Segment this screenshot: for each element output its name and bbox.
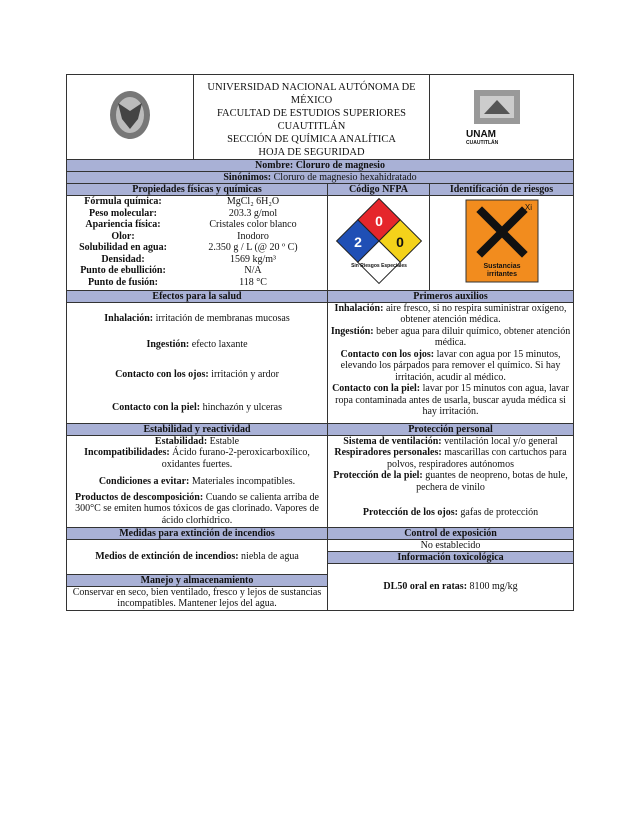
stability-decomp: Productos de descomposición: Cuando se calienta arriba de 300°C se emiten humos tóxicos de gas clorinado. Vapores de ácido clorhídrico. bbox=[75, 491, 319, 526]
handling-header: Manejo y almacenamiento bbox=[67, 574, 328, 586]
synonyms-row bbox=[67, 172, 574, 184]
prop-value: 203.3 g/mol bbox=[228, 207, 278, 219]
prop-label: Densidad: bbox=[101, 253, 145, 265]
stability-stable: Estabilidad: Estable bbox=[154, 435, 240, 447]
stability-cell bbox=[67, 435, 328, 527]
protection-eyes: Protección de los ojos: gafas de protección bbox=[362, 507, 539, 518]
handling-value: Conservar en seco, bien ventilado, fresco y lejos de sustancias incompatibles. Mantener lejos del agua. bbox=[67, 586, 328, 610]
prop-value: 118 °C bbox=[239, 276, 267, 288]
nfpa-special-value: Sin Riesgos Especiales bbox=[350, 263, 407, 269]
first-aid-ingestion: Ingestión: beber agua para diluir químico, obtener atención médica. bbox=[330, 325, 571, 348]
protection-cell bbox=[328, 435, 574, 527]
prop-value: 2.350 g / L (@ 20 º C) bbox=[208, 242, 298, 253]
synonyms-label: Sinónimos: bbox=[223, 172, 272, 183]
right-logo-sub: CUAUTITLÁN bbox=[466, 139, 499, 146]
health-cell bbox=[67, 302, 328, 423]
tox-header: Información toxicológica bbox=[328, 552, 574, 564]
health-skin: Contacto con la piel: hinchazón y ulceras bbox=[112, 401, 282, 413]
left-logo-cell bbox=[67, 75, 194, 160]
nfpa-header: Código NFPA bbox=[328, 184, 430, 196]
nfpa-health-value: 2 bbox=[353, 234, 362, 250]
extinction-value: niebla de agua bbox=[241, 550, 299, 562]
prop-value: MgCl₂ 6H₂O bbox=[226, 196, 280, 207]
hazard-caption-1: Sustancias bbox=[483, 263, 520, 270]
prop-label: Fórmula química: bbox=[84, 196, 162, 207]
unam-crest-icon bbox=[104, 89, 156, 141]
prop-label: Punto de ebullición: bbox=[80, 265, 166, 276]
name-label: Nombre: bbox=[255, 160, 294, 171]
header-titles bbox=[194, 75, 430, 160]
health-eyes: Contacto con los ojos: irritación y ardor bbox=[115, 368, 279, 380]
name-row bbox=[67, 160, 574, 172]
nfpa-fire-value: 0 bbox=[374, 213, 383, 229]
protection-vent: Sistema de ventilación: ventilación local y/o general bbox=[343, 435, 558, 447]
safety-table bbox=[66, 74, 574, 611]
prop-label: Apariencia física: bbox=[85, 219, 161, 230]
health-header: Efectos para la salud bbox=[67, 290, 328, 302]
tox-value: 8100 mg/kg bbox=[469, 581, 518, 592]
hazard-cell bbox=[430, 196, 574, 291]
header-line-3: SECCIÓN DE QUÍMICA ANALÍTICA bbox=[227, 134, 396, 145]
nfpa-reactivity-value: 0 bbox=[395, 234, 404, 250]
prop-label: Punto de fusión: bbox=[87, 276, 158, 288]
name-value: Cloruro de magnesio bbox=[295, 160, 385, 171]
first-aid-eyes: Contacto con los ojos: lavar con agua por 15 minutos, elevando los párpados para remover el químico. Si hay irritación, acudir al médico. bbox=[340, 348, 561, 383]
exposure-header: Control de exposición bbox=[328, 527, 574, 539]
prop-label: Solubilidad en agua: bbox=[79, 242, 167, 253]
exposure-value: No establecido bbox=[328, 539, 574, 552]
stability-conditions: Condiciones a evitar: Materiales incompatibles. bbox=[98, 476, 296, 487]
properties-cell bbox=[67, 196, 328, 291]
tox-label: DL50 oral en ratas: bbox=[383, 581, 468, 592]
header-line-2: FACULTAD DE ESTUDIOS SUPERIORES CUAUTITLÁN bbox=[216, 108, 407, 132]
risk-header: Identificación de riesgos bbox=[430, 184, 574, 196]
prop-label: Olor: bbox=[111, 230, 135, 242]
hazard-caption-2: irritantes bbox=[486, 271, 517, 278]
right-logo-text: UNAM bbox=[466, 128, 497, 140]
prop-value: Cristales color blanco bbox=[209, 219, 297, 230]
safety-sheet bbox=[66, 74, 573, 611]
protection-skin: Protección de la piel: guantes de neopreno, botas de hule, pechera de vinilo bbox=[333, 470, 568, 493]
protection-header: Protección personal bbox=[328, 423, 574, 435]
tox-cell bbox=[328, 564, 574, 611]
prop-value: 1569 kg/m³ bbox=[229, 253, 277, 265]
prop-value: N/A bbox=[244, 265, 262, 276]
first-aid-inhalation: Inhalación: aire fresco, si no respira suministrar oxígeno, obtener atención médica. bbox=[334, 302, 567, 325]
extinction-label: Medios de extinción de incendios: bbox=[95, 550, 239, 562]
nfpa-cell bbox=[328, 196, 430, 291]
prop-label: Peso molecular: bbox=[88, 207, 158, 219]
extinction-cell bbox=[67, 539, 328, 574]
stability-incompat: Incompatibilidades: Ácido furano-2-peroxicarboxílico, oxidantes fuertes. bbox=[84, 447, 310, 470]
health-inhalation: Inhalación: irritación de membranas mucosas bbox=[104, 312, 290, 324]
first-aid-skin: Contacto con la piel: lavar por 15 minutos con agua, lavar ropa contaminada antes de usarla, buscar ayuda médica si hay irritación. bbox=[332, 383, 569, 417]
extinction-header: Medidas para extinción de incendios bbox=[67, 527, 328, 539]
hazard-symbol: Xi bbox=[524, 203, 532, 212]
right-logo-cell bbox=[430, 75, 574, 160]
nfpa-diamond-icon bbox=[334, 196, 424, 286]
health-ingestion: Ingestión: efecto laxante bbox=[146, 338, 248, 350]
props-header: Propiedades físicas y químicas bbox=[67, 184, 328, 196]
first-aid-cell bbox=[328, 302, 574, 423]
properties-list bbox=[67, 196, 327, 288]
protection-resp: Respiradores personales: mascarillas con cartuchos para polvos, respiradores autónomos bbox=[334, 447, 567, 470]
synonyms-value: Cloruro de magnesio hexahidratado bbox=[273, 172, 417, 183]
header-line-1: UNIVERSIDAD NACIONAL AUTÓNOMA DE MÉXICO bbox=[207, 82, 416, 106]
first-aid-header: Primeros auxilios bbox=[328, 290, 574, 302]
stability-header: Estabilidad y reactividad bbox=[67, 423, 328, 435]
prop-value: Inodoro bbox=[237, 230, 269, 242]
header-line-4: HOJA DE SEGURIDAD bbox=[258, 147, 365, 158]
irritant-hazard-icon bbox=[462, 198, 542, 284]
